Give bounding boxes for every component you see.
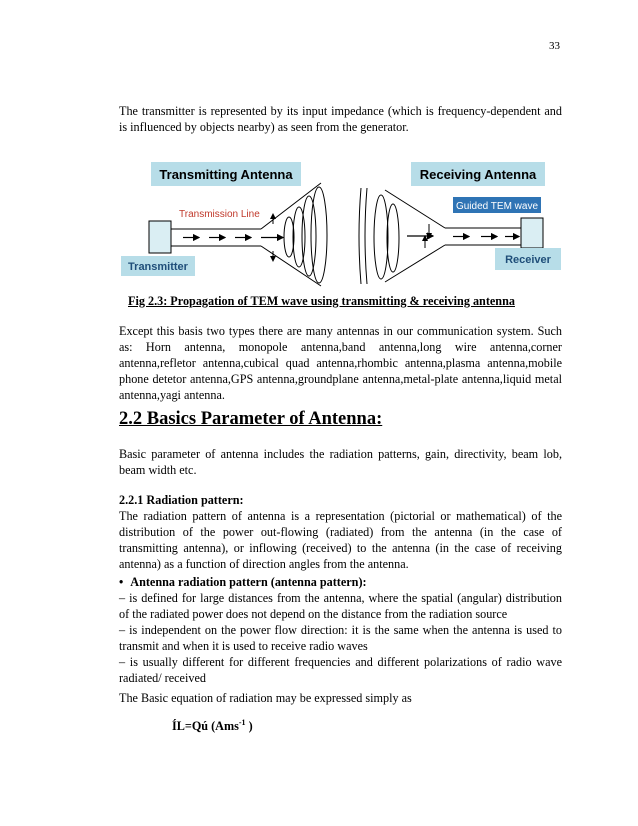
radiation-equation xyxy=(172,718,253,734)
section-heading: 2.2 Basics Parameter of Antenna: xyxy=(119,409,383,429)
subsection-heading: 2.2.1 Radiation pattern: xyxy=(119,493,244,507)
paragraph-basic-parameters: Basic parameter of antenna includes the radiation patterns, gain, directivity, beam lob, beam width etc. xyxy=(119,447,562,477)
receiver-box xyxy=(521,218,543,248)
bullet-title: Antenna radiation pattern (antenna pattern): xyxy=(130,575,367,589)
bullet-line: – is independent on the power flow direction: it is the same when the antenna is used to transmit and when it is used to receive radio waves xyxy=(119,623,562,653)
bullet-heading xyxy=(119,575,562,590)
bullet-lines xyxy=(119,590,562,686)
paragraph-basic-equation: The Basic equation of radiation may be expressed simply as xyxy=(119,691,412,705)
bullet-line: – is usually different for different frequencies and different polarizations of radio wave radiated/ received xyxy=(119,655,562,685)
paragraph-antenna-types: Except this basis two types there are many antennas in our communication system. Such as: Horn antenna, monopole antenna,band antenna,long wire antenna,corner antenna,refletor antenna,cubical quad antenna,rhombic antenna,plasma antenna,mobile phone detetor antenna,GPS antenna,groundplane antenna,metal-plate antenna,liquid metal antenna,yagi antenna. xyxy=(119,324,562,402)
guided-wave-label: Guided TEM wave xyxy=(455,201,539,212)
figure-caption: Fig 2.3: Propagation of TEM wave using transmitting & receiving antenna xyxy=(128,294,515,308)
receiving-title: Receiving Antenna xyxy=(419,167,537,182)
transmission-line-label: Transmission Line xyxy=(179,209,260,220)
tem-wave-diagram xyxy=(128,158,563,288)
transmitting-title: Transmitting Antenna xyxy=(159,167,293,182)
equation-close: ) xyxy=(245,719,253,734)
paragraph-impedance: The transmitter is represented by its input impedance (which is frequency-dependent and is influenced by objects nearby) as seen from the generator. xyxy=(119,104,562,134)
bullet-line: – is defined for large distances from the antenna, where the spatial (angular) distribution of the radiated power does not depend on the distance from the radiation source xyxy=(119,591,562,621)
bullet-symbol: • xyxy=(119,575,124,589)
receiver-label: Receiver xyxy=(505,254,551,266)
transmitter-box xyxy=(149,221,171,253)
equation-main: ÍL=Qú (Ams xyxy=(172,719,239,734)
tem-wave-figure xyxy=(128,158,563,288)
transmitter-label: Transmitter xyxy=(128,261,188,273)
equation-superscript: -1 xyxy=(238,718,246,727)
page-number: 33 xyxy=(549,40,560,52)
paragraph-radiation-pattern: The radiation pattern of antenna is a representation (pictorial or mathematical) of the distribution of the power out-flowing (radiated) from the antenna (in the case of transmitting antenna), or inflowing (received) to the antenna (in the case of receiving antenna) as a function of direction angles from the antenna. xyxy=(119,509,562,571)
